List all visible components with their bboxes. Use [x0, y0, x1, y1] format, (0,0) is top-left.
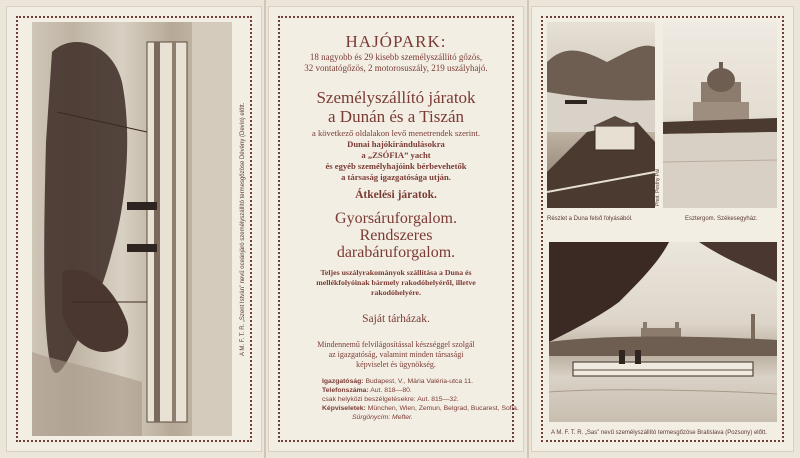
hq-row — [322, 377, 519, 386]
phone-value: Aut. 818—80. — [370, 387, 412, 394]
excursion-line-5: a társaság igazgatósága utján. — [341, 172, 451, 182]
barge-paragraph — [268, 268, 524, 298]
info-line-2: az igazgatóság, valamint minden társasági — [328, 350, 464, 359]
steamship-photo — [32, 22, 232, 436]
fleet-line-2: 32 vontatógőzös, 2 motorosuszály, 219 uszályhajó. — [304, 63, 488, 73]
middle-panel — [268, 6, 524, 452]
bratislava-caption: A M. F. T. R. „Sas” nevű személyszállító termesgőzöse Bratislava (Pozsony) előtt. — [551, 430, 767, 436]
telegram-value: Mefter. — [392, 414, 413, 421]
fold-line-right — [527, 0, 529, 458]
passenger-heading-line-1: Személyszállító járatok — [316, 88, 476, 107]
info-line-1: Mindennemű felvilágosítással készséggel szolgál — [317, 340, 475, 349]
photo-credit: Phot. Pesthy Pál — [655, 169, 661, 206]
telegram-label: Sürgönycím: — [352, 414, 391, 421]
fleet-line-1: 18 nagyobb és 29 kisebb személyszállító gőzös, — [309, 52, 483, 62]
bratislava-photo — [549, 242, 777, 422]
hq-value: Budapest, V., Mária Valéria-utca 11. — [365, 378, 473, 385]
services-line-1: Gyorsáruforgalom. — [335, 210, 457, 227]
contact-block — [322, 377, 519, 422]
right-panel — [531, 6, 794, 452]
barge-line-3: rakodóhelyére. — [371, 288, 421, 297]
info-line-3: képviselet és ügynökség. — [356, 360, 436, 369]
phone-label: Telefonszáma: — [322, 387, 369, 394]
esztergom-caption: Esztergom. Székesegyház. — [685, 216, 758, 222]
excursion-line-1: a következő oldalakon levő menetrendek szerint. — [312, 128, 480, 138]
excursion-line-4: és egyéb személyhajóink bérbevehetők — [325, 161, 467, 171]
bratislava-illustration — [549, 242, 777, 422]
excursion-paragraph — [268, 128, 524, 183]
left-panel — [6, 6, 262, 452]
services-heading — [268, 210, 524, 261]
local-phone-row — [322, 395, 519, 404]
barge-line-2: mellékfolyóinak bármely rakodóhelyéről, illetve — [316, 278, 476, 287]
danube-illustration — [547, 22, 655, 208]
esztergom-photo — [663, 22, 777, 208]
services-line-2: Rendszeres — [359, 227, 433, 244]
hq-label: Igazgatóság: — [322, 378, 364, 385]
agencies-label: Képviseletek: — [322, 405, 366, 412]
excursion-line-2: Dunai hajókirándulásokra — [347, 139, 445, 149]
local-phone-value: Aut. 815—32. — [417, 396, 459, 403]
agencies-row — [322, 404, 519, 413]
passenger-heading — [268, 88, 524, 126]
telegram-row — [322, 413, 519, 422]
left-photo-caption: A M. F. T. R. „Szent István” nevű oceánjáró személyszállító termesgőzöse Dévény (Devín) előtt. — [240, 102, 246, 356]
agencies-value: München, Wien, Zemun, Belgrad, Bucarest, Sofia. — [367, 405, 519, 412]
local-phone-label: csak helyközi beszélgetésekre: — [322, 396, 416, 403]
danube-photo — [547, 22, 655, 208]
fold-line-left — [264, 0, 266, 458]
excursion-line-3: a „ZSÓFIA” yacht — [361, 150, 431, 160]
phone-row — [322, 386, 519, 395]
warehouses-heading: Saját tárházak. — [362, 313, 430, 325]
danube-caption: Részlet a Duna felső folyásából. — [547, 216, 633, 222]
crossings-heading: Átkelési járatok. — [355, 189, 437, 201]
fleet-title: HAJÓPARK: — [345, 32, 447, 51]
steamship-illustration — [32, 22, 232, 436]
barge-line-1: Teljes uszályrakományok szállítása a Duna és — [320, 268, 472, 277]
services-line-3: darabáruforgalom. — [336, 244, 456, 261]
fleet-description — [268, 52, 524, 74]
passenger-heading-line-2: a Dunán és a Tiszán — [328, 107, 464, 126]
basilica-illustration — [663, 22, 777, 208]
info-paragraph — [268, 340, 524, 370]
